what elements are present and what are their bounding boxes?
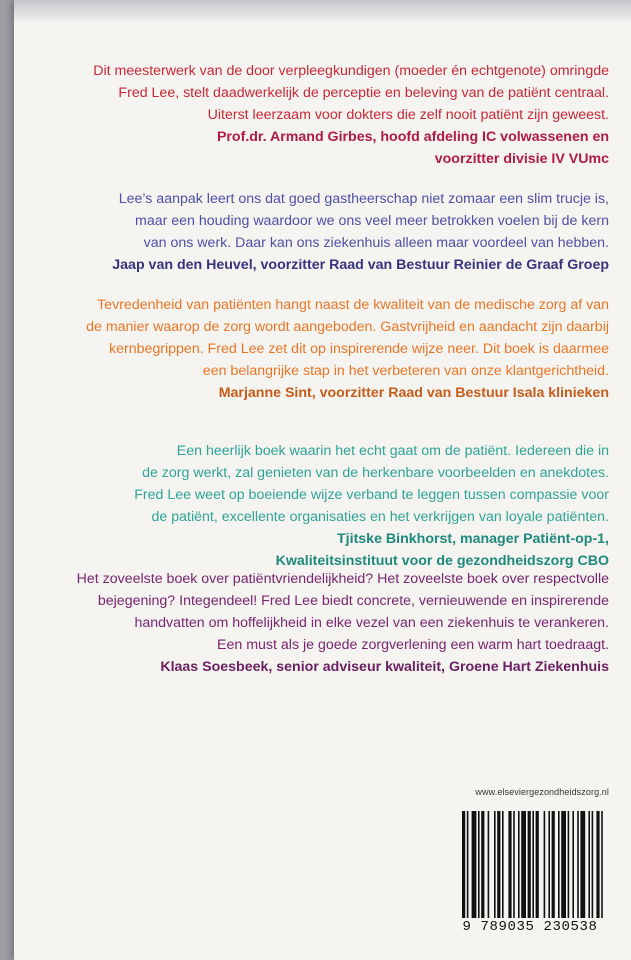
quote-text-line: handvatten om hoffelijkheid in elke vezel van een ziekenhuis te verankeren. [134, 615, 609, 631]
quote-author: Prof.dr. Armand Girbes, hoofd afdeling IC volwassenen en [216, 129, 609, 145]
quote-text-line: van ons werk. Daar kan ons ziekenhuis alleen maar voordeel van hebben. [143, 235, 609, 251]
quote-text-line: Een must als je goede zorgverlening een warm hart toedraagt. [217, 637, 609, 653]
quote-soesbeek [77, 568, 609, 678]
quote-text-line: Tevredenheid van patiënten hangt naast de kwaliteit van de medische zorg af van [97, 297, 609, 313]
quote-binkhorst [134, 440, 609, 572]
quote-text-line: een belangrijke stap in het verbeteren van onze klantgerichtheid. [202, 363, 609, 379]
isbn-number: 9 789035 230538 [456, 918, 604, 936]
quote-text-line: de manier waarop de zorg wordt aangeboden. Gastvrijheid en aandacht zijn daarbij [86, 319, 609, 335]
quote-text-line: Het zoveelste boek over patiëntvriendelijkheid? Het zoveelste boek over respectvolle [76, 571, 609, 587]
quote-text-line: Fred Lee weet op boeiende wijze verband te leggen tussen compassie voor [134, 487, 609, 503]
quote-girbes [93, 60, 609, 170]
quote-text-line: Lee’s aanpak leert ons dat goed gastheerschap niet zomaar een slim trucje is, [118, 191, 609, 207]
quote-sint [86, 294, 609, 404]
quote-text-line: kernbegrippen. Fred Lee zet dit op inspirerende wijze neer. Dit boek is daarmee [109, 341, 609, 357]
quote-author: Marjanne Sint, voorzitter Raad van Bestuur Isala klinieken [218, 385, 609, 401]
quote-text-line: bejegening? Integendeel! Fred Lee biedt concrete, vernieuwende en inspirerende [97, 593, 609, 609]
quote-author: Tjitske Binkhorst, manager Patiënt-op-1, [337, 531, 609, 547]
quote-text-line: de patiënt, excellente organisaties en het verkrijgen van loyale patiënten. [151, 509, 609, 525]
quote-text-line: de zorg werkt, zal genieten van de herkenbare voorbeelden en anekdotes. [142, 465, 609, 481]
publisher-website: www.elseviergezondheidszorg.nl [475, 787, 609, 797]
quote-text-line: Fred Lee, stelt daadwerkelijk de perceptie en beleving van de patiënt centraal. [118, 85, 609, 101]
quote-text-line: maar een houding waardoor we ons veel meer betrokken voelen bij de kern [135, 213, 609, 229]
book-back-cover [14, 0, 631, 960]
isbn-barcode [456, 809, 604, 939]
quote-author: Klaas Soesbeek, senior adviseur kwaliteit, Groene Hart Ziekenhuis [160, 659, 609, 675]
quote-van-den-heuvel [112, 188, 609, 276]
quote-author: Jaap van den Heuvel, voorzitter Raad van Bestuur Reinier de Graaf Groep [112, 257, 609, 273]
quote-text-line: Een heerlijk boek waarin het echt gaat om de patiënt. Iedereen die in [176, 443, 609, 459]
quote-text-line: Dit meesterwerk van de door verpleegkundigen (moeder én echtgenote) omringde [93, 63, 609, 79]
barcode-bars-icon [456, 809, 604, 927]
quote-text-line: Uiterst leerzaam voor dokters die zelf nooit patiënt zijn geweest. [207, 107, 609, 123]
quote-author: voorzitter divisie IV VUmc [434, 151, 609, 167]
quote-author: Kwaliteitsinstituut voor de gezondheidszorg CBO [275, 553, 609, 569]
